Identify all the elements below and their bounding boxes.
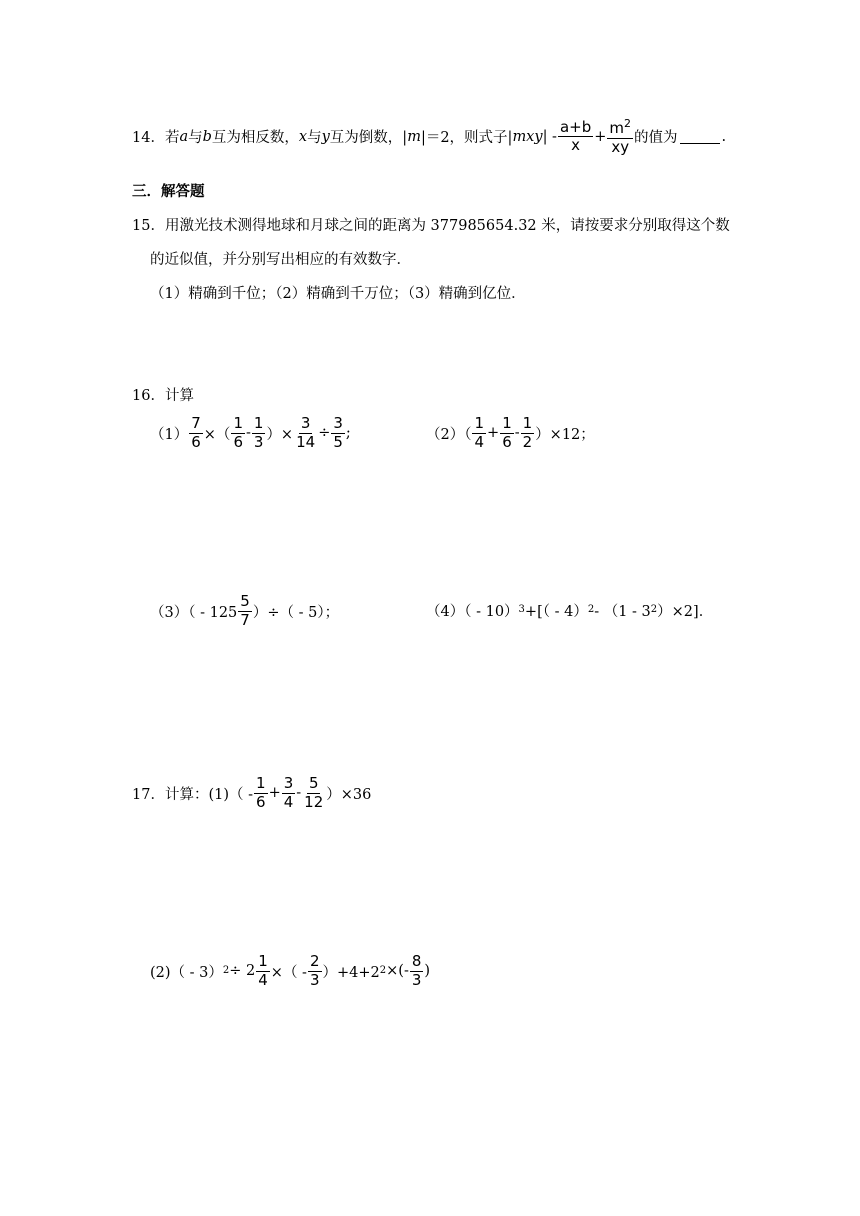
fraction: $\frac{3}{14}$ [296,414,316,451]
question-16-part-1: （1） $\frac{7}{6}$ ×（ $\frac{1}{6}$ - $\frac{1}{3}$ ）× $\frac{3}{14}$ ÷ $\frac{3}{5}$ ; [150,414,351,451]
question-14: 14． 若 a 与 b 互为相反数， x 与 y 互为倒数，| m |＝2，则式子| mxy | - $\frac{a+b}{x}$ + $\frac{m^2}{xy}$ 的值为 . [132,117,727,156]
fraction: $\frac{a+b}{x}$ [559,117,592,155]
question-15-line-3: （1）精确到千位；（2）精确到千万位；（3）精确到亿位． [150,286,526,302]
fraction: $\frac{5}{12}$ [304,774,324,811]
answer-blank[interactable] [680,129,720,144]
question-16-part-2: （2）（ $\frac{1}{4}$ + $\frac{1}{6}$ - $\frac{1}{2}$ ）×12； [426,414,595,451]
fraction: $\frac{1}{2}$ [522,414,533,451]
fraction: $\frac{3}{5}$ [333,414,343,451]
question-17-part-2: (2)（ - 3） $^2$ ÷ 2 $\frac{1}{4}$ ×（ - $\frac{2}{3}$ ）+4+2 $^2$ ×(- $\frac{8}{3}$ ) [150,952,431,989]
fraction: $\frac{1}{4}$ [258,952,268,989]
question-number: 14． [132,130,165,147]
question-number: 17． [132,786,165,803]
question-number: 16． [132,388,165,404]
fraction: $\frac{3}{4}$ [283,774,294,811]
question-16-part-4: （4）（ - 10） $^3$ +[（ - 4） $^2$ - （1 - 3 $^2$ ）×2]． [426,604,714,620]
question-number: 15． [132,218,165,234]
fraction: $\frac{1}{3}$ [253,414,264,451]
fraction: $\frac{5}{7}$ [240,592,250,629]
fraction: $\frac{1}{6}$ [256,774,266,811]
fraction: $\frac{1}{6}$ [233,414,243,451]
fraction: $\frac{1}{4}$ [474,414,485,451]
fraction: $\frac{7}{6}$ [191,414,201,451]
question-16-title: 16．计算 [132,388,194,404]
fraction: $\frac{8}{3}$ [411,952,422,989]
question-15-line-1: 15．用激光技术测得地球和月球之间的距离为 377985654.32 米，请按要求分别取得这个数 [132,218,730,234]
question-15-line-2: 的近似值，并分别写出相应的有效数字． [150,252,411,268]
fraction: $\frac{1}{6}$ [502,414,512,451]
question-17-part-1: 17． 计算：(1)（ - $\frac{1}{6}$ + $\frac{3}{4}$ - $\frac{5}{12}$ ）×36 [132,774,372,811]
fraction: $\frac{2}{3}$ [309,952,320,989]
question-16-part-3: （3）（ - 125 $\frac{5}{7}$ ）÷（ - 5）； [150,592,340,629]
section-title: 三．解答题 [132,183,205,200]
fraction: $\frac{m^2}{xy}$ [609,117,632,156]
